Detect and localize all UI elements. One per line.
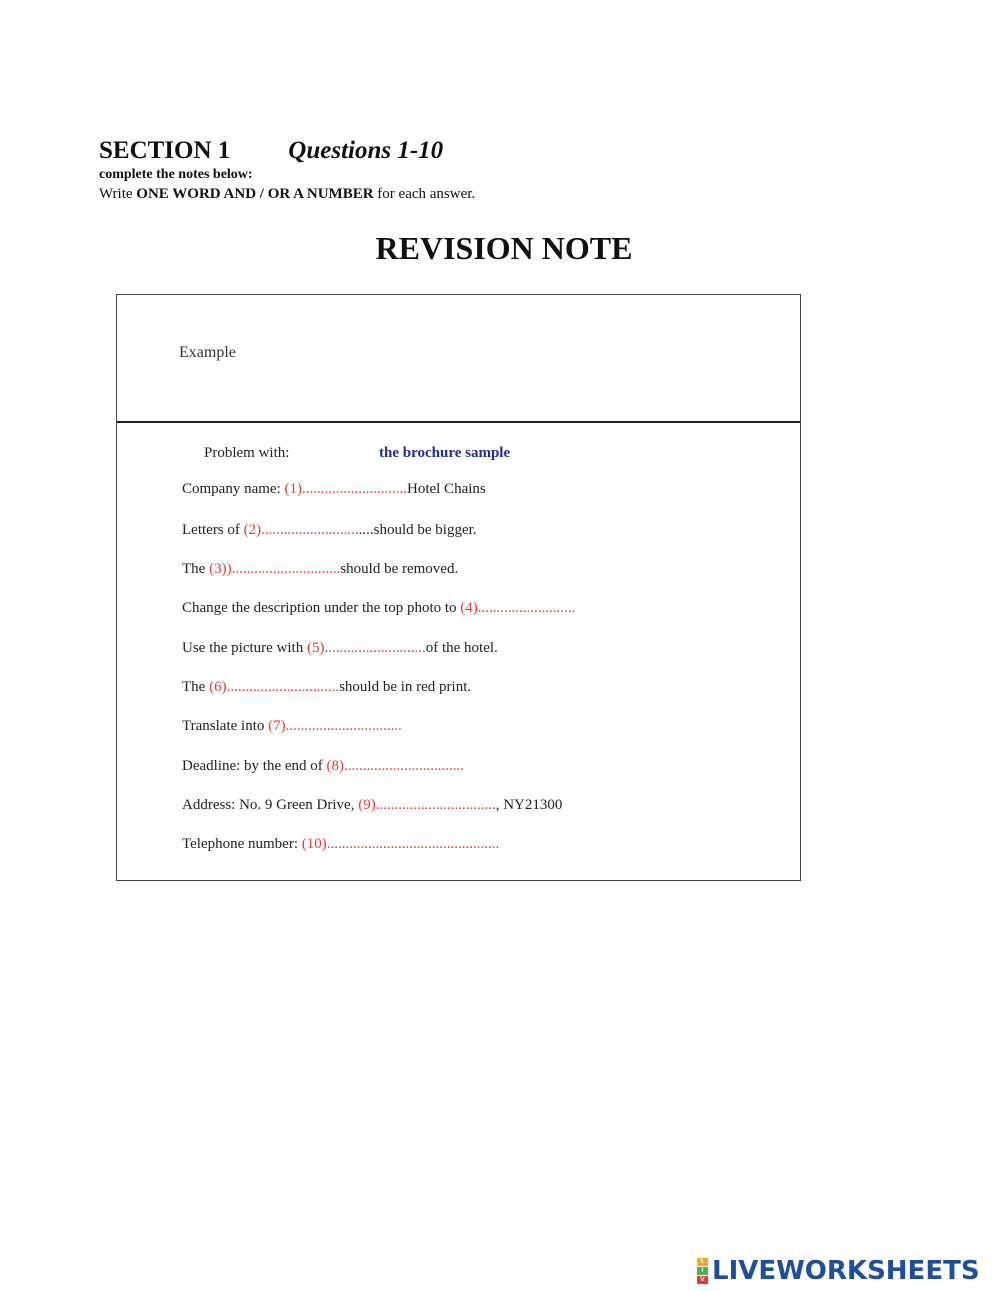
question-line-1 bbox=[182, 481, 486, 498]
questions-range: Questions 1-10 bbox=[288, 137, 444, 164]
question-line-6 bbox=[182, 679, 471, 696]
question-number: (5) bbox=[306, 640, 325, 656]
question-line-2 bbox=[182, 522, 477, 539]
question-line-10 bbox=[182, 836, 499, 853]
line-text: of the hotel. bbox=[425, 640, 498, 656]
line-text: , NY21300 bbox=[495, 797, 563, 813]
logo-icon-cell: I bbox=[697, 1267, 708, 1275]
question-number: (10) bbox=[301, 836, 327, 852]
instruction-line-2 bbox=[99, 184, 899, 204]
instruction-pre: Write bbox=[99, 186, 137, 202]
answer-blank-4[interactable]: .......................... bbox=[477, 600, 576, 616]
line-text: ....should be bigger. bbox=[358, 522, 477, 538]
line-text: Hotel Chains bbox=[406, 481, 486, 497]
line-text: Deadline: by the end of bbox=[182, 758, 327, 774]
liveworksheets-logo bbox=[697, 1255, 980, 1287]
logo-icon-cell: L bbox=[697, 1258, 708, 1266]
logo-icon bbox=[697, 1258, 708, 1284]
question-line-8 bbox=[182, 758, 464, 775]
page-title: REVISION NOTE bbox=[375, 230, 633, 266]
answer-blank-9[interactable]: ................................ bbox=[375, 797, 496, 813]
question-line-9 bbox=[182, 797, 562, 814]
problem-label: Problem with: bbox=[204, 445, 290, 461]
notes-box bbox=[116, 294, 801, 881]
question-number: (4) bbox=[460, 600, 478, 616]
section-header bbox=[99, 136, 899, 204]
section-label: SECTION 1 bbox=[99, 137, 231, 164]
answer-blank-10[interactable]: .............................................. bbox=[326, 836, 500, 852]
answer-blank-6[interactable]: .............................. bbox=[226, 679, 340, 695]
question-number: (3)) bbox=[209, 561, 232, 577]
line-text: should be removed. bbox=[340, 561, 459, 577]
answer-blank-3[interactable]: ............................. bbox=[231, 561, 341, 577]
instruction-post: for each answer. bbox=[373, 186, 476, 202]
line-text: Company name: bbox=[182, 481, 285, 497]
example-area bbox=[117, 295, 800, 423]
answer-blank-7[interactable]: ............................... bbox=[285, 718, 402, 734]
example-label: Example bbox=[179, 344, 236, 361]
question-number: (2) bbox=[243, 522, 262, 538]
answer-blank-5[interactable]: ........................... bbox=[324, 640, 426, 656]
question-line-7 bbox=[182, 718, 402, 735]
question-number: (7) bbox=[268, 718, 286, 734]
question-line-3 bbox=[182, 561, 458, 578]
line-text: Change the description under the top photo to bbox=[182, 600, 461, 616]
line-text: Use the picture with bbox=[182, 640, 307, 656]
question-line-4 bbox=[182, 600, 575, 617]
line-text: Address: No. 9 Green Drive, bbox=[182, 797, 359, 813]
answer-blank-2[interactable]: .......................... bbox=[261, 522, 359, 538]
answer-blank-8[interactable]: ................................ bbox=[344, 758, 465, 774]
instruction-line-1: complete the notes below: bbox=[99, 167, 253, 182]
question-number: (9) bbox=[358, 797, 376, 813]
section-title bbox=[99, 136, 899, 166]
logo-text: LIVEWORKSHEETS bbox=[712, 1256, 980, 1286]
line-text: The bbox=[182, 679, 210, 695]
answer-blank-1[interactable]: ............................ bbox=[301, 481, 407, 497]
line-text: Telephone number: bbox=[182, 836, 302, 852]
question-number: (6) bbox=[209, 679, 227, 695]
question-number: (8) bbox=[326, 758, 345, 774]
problem-value: the brochure sample bbox=[379, 445, 511, 461]
line-text: The bbox=[182, 561, 210, 577]
question-number: (1) bbox=[284, 481, 302, 497]
line-text: should be in red print. bbox=[339, 679, 472, 695]
instruction-bold: ONE WORD AND / OR A NUMBER bbox=[136, 186, 374, 202]
line-text: Letters of bbox=[182, 522, 244, 538]
question-line-5 bbox=[182, 640, 498, 657]
line-text: Translate into bbox=[182, 718, 269, 734]
logo-icon-cell: V bbox=[697, 1276, 708, 1284]
